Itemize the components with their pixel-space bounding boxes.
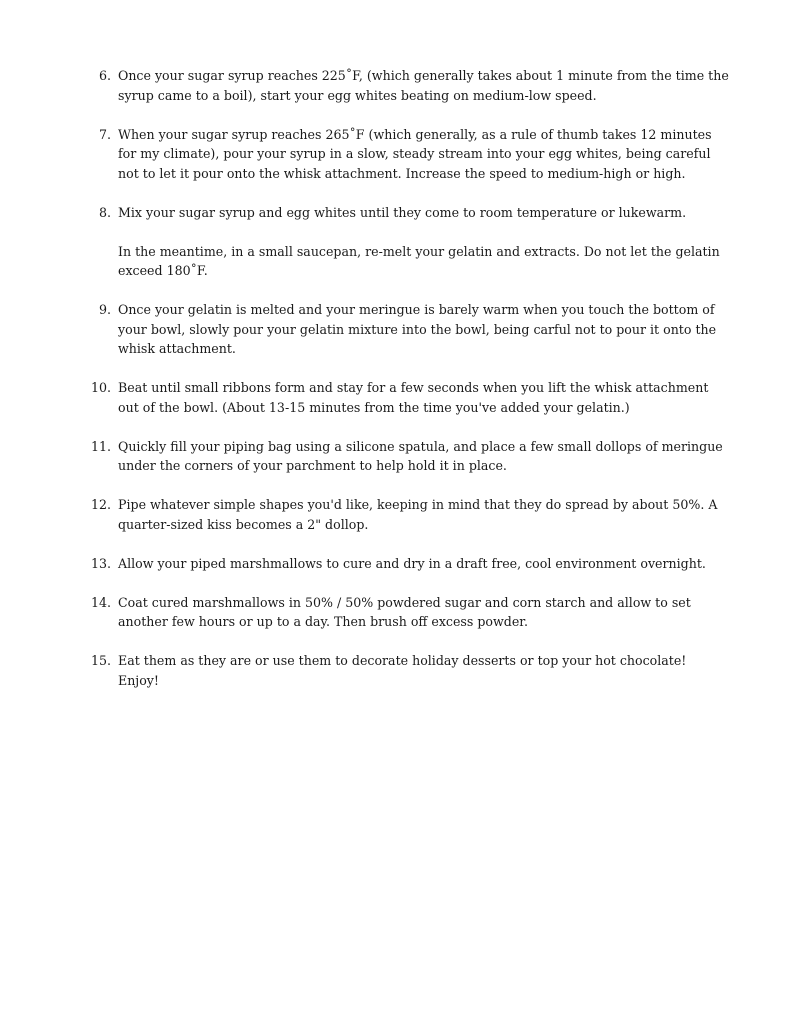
step-number: 11. xyxy=(90,438,111,454)
list-item-step-6 xyxy=(0,66,729,105)
list-item-step-8 xyxy=(0,203,729,281)
step-text: Quickly fill your piping bag using a silicone spatula, and place a few small dollops of meringue under the corners of your parchment to help hold it in place. xyxy=(118,438,723,473)
list-item-step-10 xyxy=(0,378,729,417)
list-item-step-13 xyxy=(0,554,729,574)
step-text: Once your sugar syrup reaches 225˚F, (which generally takes about 1 minute from the time the syrup came to a boil), start your egg whites beating on medium-low speed. xyxy=(118,68,729,103)
step-text: Mix your sugar syrup and egg whites until they come to room temperature or lukewarm. xyxy=(118,204,687,220)
list-item-step-9 xyxy=(0,300,729,359)
step-text: Beat until small ribbons form and stay for a few seconds when you lift the whisk attachment out of the bowl. (About 13-15 minutes from the time you've added your gelatin.) xyxy=(118,380,709,415)
step-number: 8. xyxy=(98,204,111,220)
list-item-step-12 xyxy=(0,495,729,534)
step-number: 14. xyxy=(90,594,111,610)
step-number: 15. xyxy=(90,653,111,668)
step-note: In the meantime, in a small saucepan, re-melt your gelatin and extracts. Do not let the gelatin exceed 180˚F. xyxy=(118,243,720,278)
step-number: 12. xyxy=(90,497,111,512)
step-text: Pipe whatever simple shapes you'd like, keeping in mind that they do spread by about 50%. A quarter-sized kiss becomes a 2" dollop. xyxy=(118,497,718,532)
step-number: 7. xyxy=(98,126,111,142)
list-item-step-11 xyxy=(0,437,729,476)
step-text: Coat cured marshmallows in 50% / 50% powdered sugar and corn starch and allow to set another few hours or up to a day. Then brush off excess powder. xyxy=(118,594,691,629)
step-number: 10. xyxy=(90,380,111,395)
step-closing-text: Enjoy! xyxy=(118,672,159,688)
step-text: Once your gelatin is melted and your meringue is barely warm when you touch the bottom of your bowl, slowly pour your gelatin mixture into the bowl, being carful not to pour it onto the whisk attachment. xyxy=(118,302,717,356)
step-number: 9. xyxy=(98,302,111,317)
step-text: Eat them as they are or use them to decorate holiday desserts or top your hot chocolate! xyxy=(118,653,687,668)
step-number: 13. xyxy=(90,555,111,571)
step-number: 6. xyxy=(98,68,111,83)
instruction-list xyxy=(0,66,791,710)
list-item-step-7 xyxy=(0,125,729,184)
step-text: When your sugar syrup reaches 265˚F (which generally, as a rule of thumb takes 12 minutes for my climate), pour your syrup in a slow, steady stream into your egg whites, being careful not to let it pour onto the whisk attachment. Increase the speed to medium-high or high. xyxy=(118,126,712,181)
list-item-step-15 xyxy=(0,651,729,690)
step-text: Allow your piped marshmallows to cure and dry in a draft free, cool environment overnight. xyxy=(118,555,706,571)
list-item-step-14 xyxy=(0,593,729,632)
